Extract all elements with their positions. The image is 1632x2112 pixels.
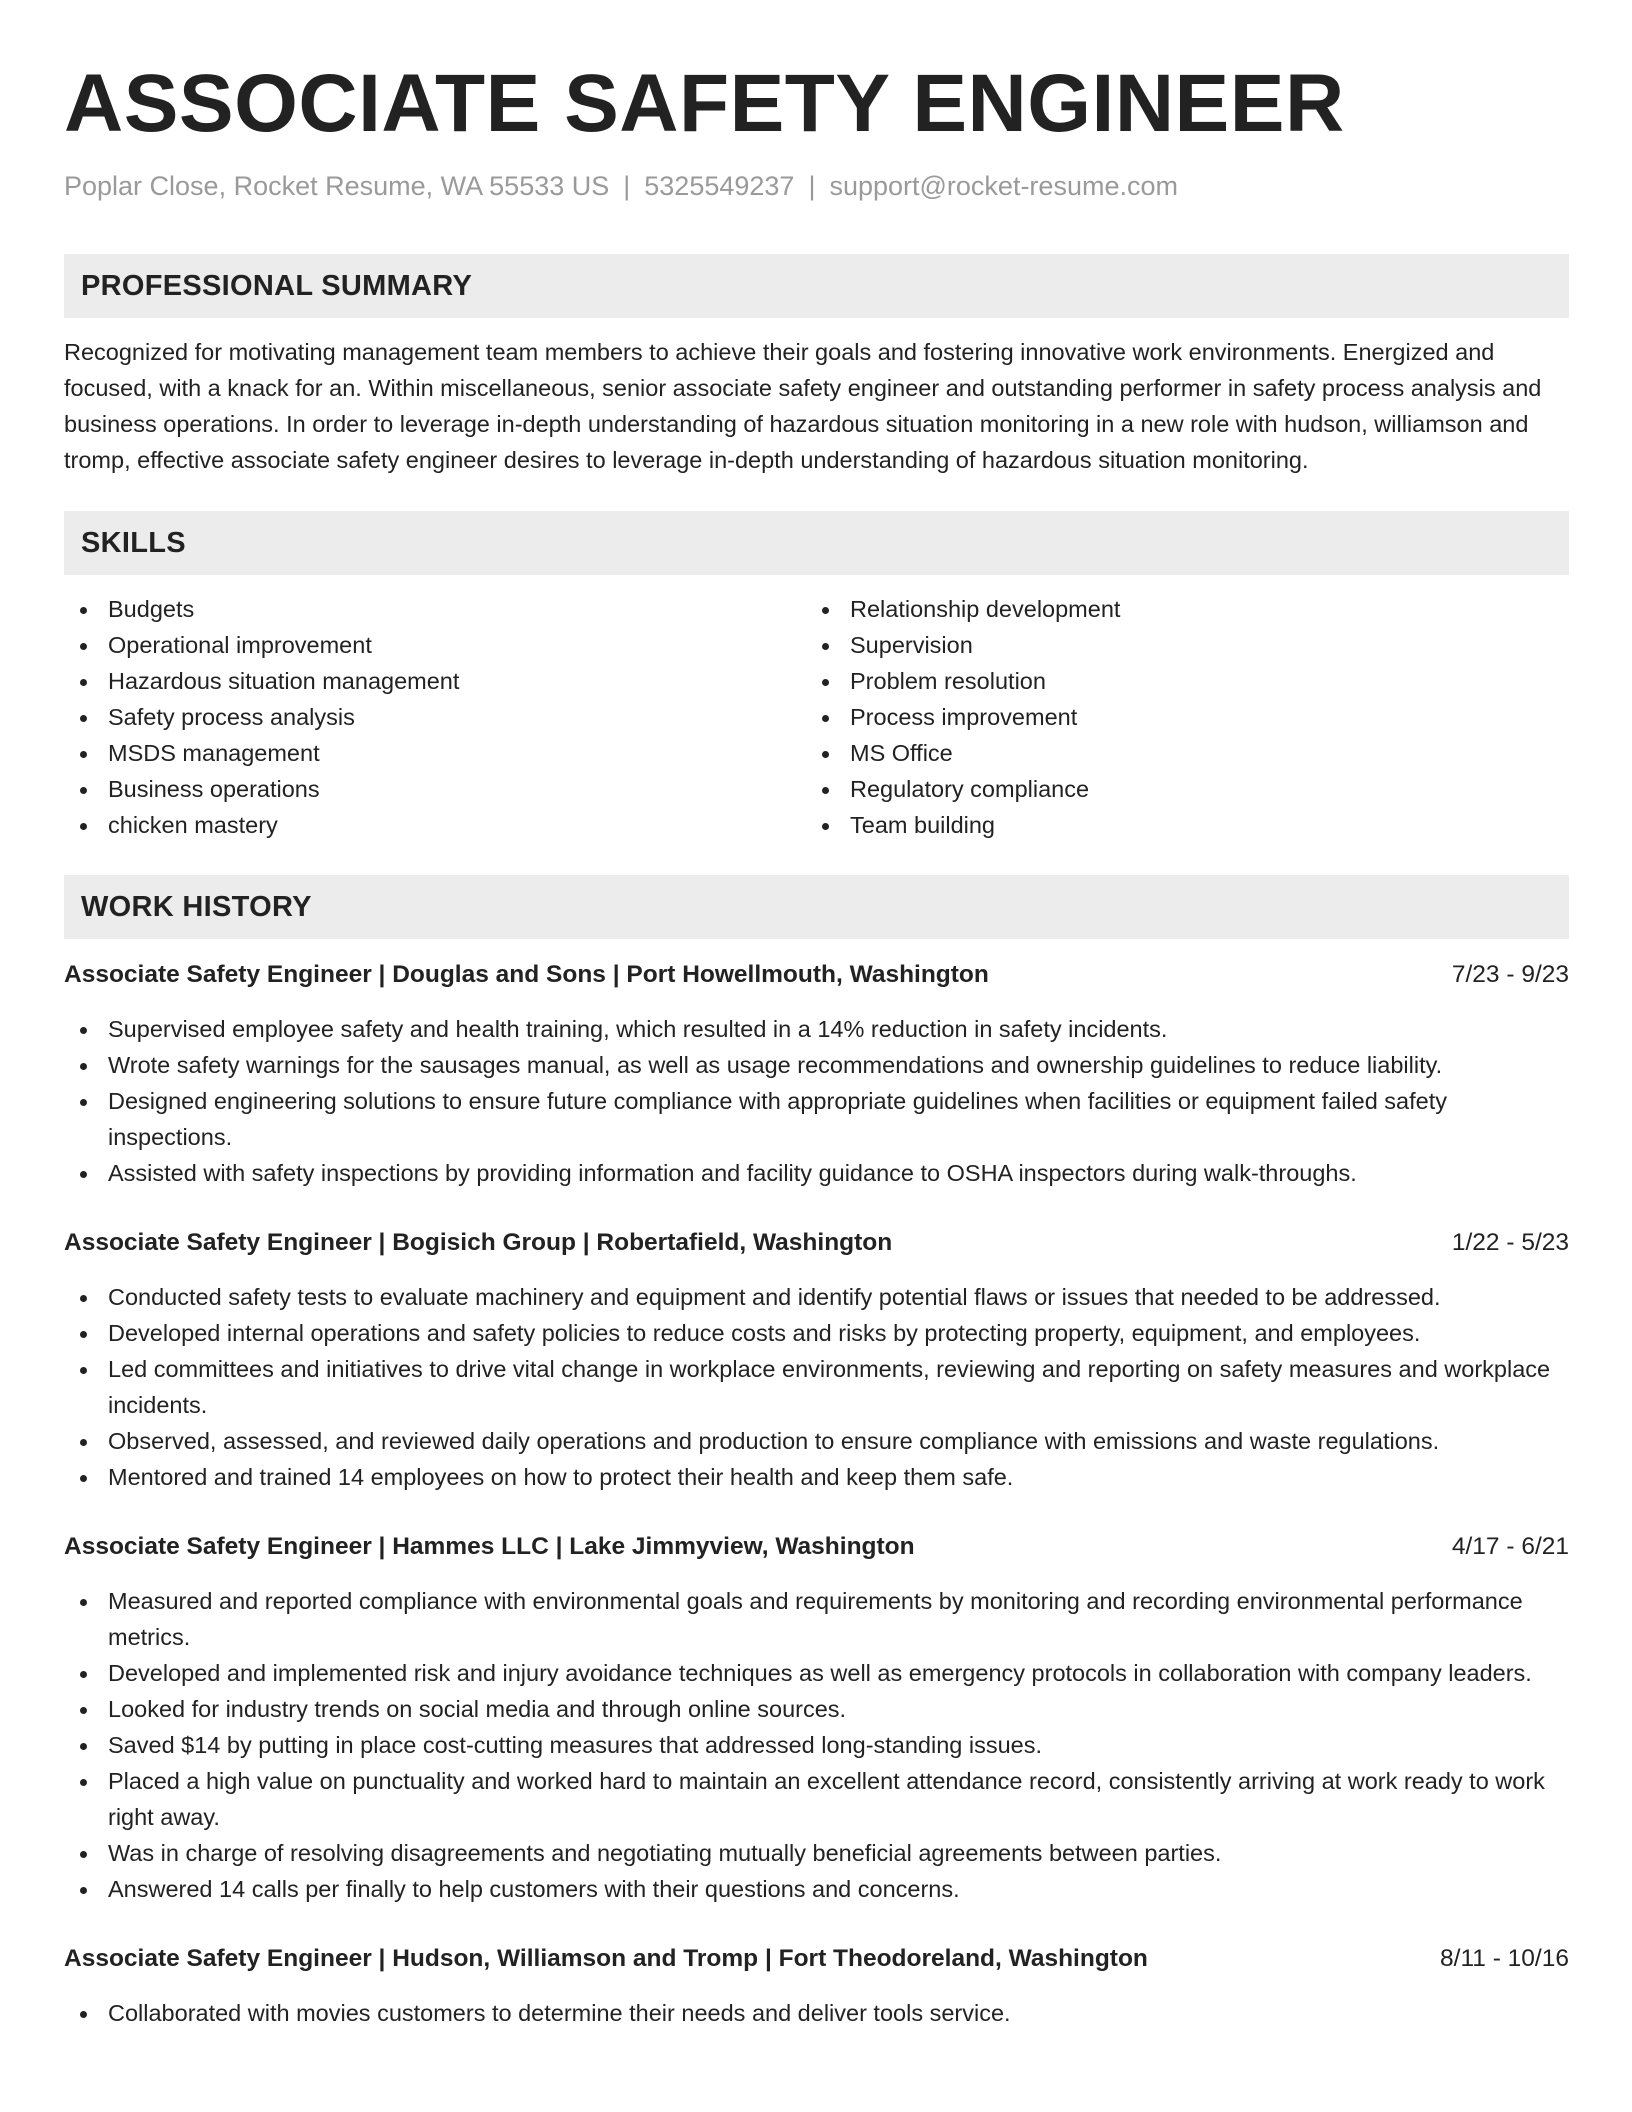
summary-heading: PROFESSIONAL SUMMARY [64, 254, 1569, 318]
skill-item: Problem resolution [806, 663, 1548, 699]
job-bullet: Mentored and trained 14 employees on how to protect their health and keep them safe. [64, 1459, 1569, 1495]
skills-column-left [64, 591, 806, 843]
job-dates: 1/22 - 5/23 [1451, 1229, 1569, 1256]
job-title: Associate Safety Engineer | Hammes LLC | Lake Jimmyview, Washington [64, 1533, 915, 1560]
contact-separator: | [623, 171, 631, 201]
job-dates: 8/11 - 10/16 [1440, 1945, 1569, 1972]
job-bullet: Observed, assessed, and reviewed daily operations and production to ensure compliance with emissions and waste regulations. [64, 1423, 1569, 1459]
skill-item: Process improvement [806, 699, 1548, 735]
skills-heading: SKILLS [64, 511, 1569, 575]
skills-grid [64, 591, 1569, 843]
job-header [64, 957, 1569, 993]
resume-title: ASSOCIATE SAFETY ENGINEER [64, 58, 1345, 149]
work-history-list [64, 957, 1569, 2031]
skills-column-right [806, 591, 1548, 843]
job-dates: 4/17 - 6/21 [1451, 1533, 1569, 1560]
skill-item: Business operations [64, 771, 806, 807]
job-bullet: Collaborated with movies customers to determine their needs and deliver tools service. [64, 1995, 1569, 2031]
job-dates: 7/23 - 9/23 [1451, 961, 1569, 988]
job-bullet: Developed internal operations and safety policies to reduce costs and risks by protecting property, equipment, and employees. [64, 1315, 1569, 1351]
skill-item: Hazardous situation management [64, 663, 806, 699]
skill-item: Budgets [64, 591, 806, 627]
work-history-heading: WORK HISTORY [64, 875, 1569, 939]
job-header [64, 1529, 1569, 1565]
contact-separator: | [808, 171, 816, 201]
job-title: Associate Safety Engineer | Hudson, Williamson and Tromp | Fort Theodoreland, Washington [64, 1945, 1148, 1972]
skill-item: chicken mastery [64, 807, 806, 843]
job-bullet: Looked for industry trends on social media and through online sources. [64, 1691, 1569, 1727]
job-title: Associate Safety Engineer | Bogisich Group | Robertafield, Washington [64, 1229, 893, 1256]
job-bullet: Measured and reported compliance with environmental goals and requirements by monitoring and recording environmental performance metrics. [64, 1583, 1569, 1655]
contact-line [64, 168, 1569, 204]
job-bullet: Placed a high value on punctuality and worked hard to maintain an excellent attendance record, consistently arriving at work ready to work right away. [64, 1763, 1569, 1835]
job-bullet: Saved $14 by putting in place cost-cutting measures that addressed long-standing issues. [64, 1727, 1569, 1763]
contact-email: support@rocket-resume.com [829, 171, 1178, 201]
skill-item: Supervision [806, 627, 1548, 663]
summary-text: Recognized for motivating management team members to achieve their goals and fostering innovative work environments. Energized and focused, with a knack for an. Within miscellaneous, senior associate safety engineer and outstanding performer in safety process analysis and business operations. In order to leverage in-depth understanding of hazardous situation monitoring in a new role with hudson, williamson and tromp, effective associate safety engineer desires to leverage in-depth understanding of hazardous situation monitoring. [64, 339, 1542, 473]
job-bullet-list [64, 1583, 1569, 1907]
job-entry [64, 957, 1569, 1191]
skill-item: Regulatory compliance [806, 771, 1548, 807]
job-bullet: Was in charge of resolving disagreements and negotiating mutually beneficial agreements between parties. [64, 1835, 1569, 1871]
job-bullet: Wrote safety warnings for the sausages manual, as well as usage recommendations and ownership guidelines to reduce liability. [64, 1047, 1569, 1083]
skill-item: Team building [806, 807, 1548, 843]
job-bullet-list [64, 1279, 1569, 1495]
job-header [64, 1941, 1569, 1977]
skill-item: MSDS management [64, 735, 806, 771]
job-bullet: Assisted with safety inspections by providing information and facility guidance to OSHA inspectors during walk-throughs. [64, 1155, 1569, 1191]
skill-item: Operational improvement [64, 627, 806, 663]
job-bullet-list [64, 1011, 1569, 1191]
job-bullet: Designed engineering solutions to ensure future compliance with appropriate guidelines when facilities or equipment failed safety inspections. [64, 1083, 1569, 1155]
job-entry [64, 1529, 1569, 1907]
job-bullet: Developed and implemented risk and injury avoidance techniques as well as emergency protocols in collaboration with company leaders. [64, 1655, 1569, 1691]
job-header [64, 1225, 1569, 1261]
job-bullet: Led committees and initiatives to drive vital change in workplace environments, reviewing and reporting on safety measures and workplace incidents. [64, 1351, 1569, 1423]
job-bullet: Answered 14 calls per finally to help customers with their questions and concerns. [64, 1871, 1569, 1907]
job-bullet: Conducted safety tests to evaluate machinery and equipment and identify potential flaws or issues that needed to be addressed. [64, 1279, 1569, 1315]
job-bullet-list [64, 1995, 1569, 2031]
job-entry [64, 1941, 1569, 2031]
contact-address: Poplar Close, Rocket Resume, WA 55533 US [64, 171, 610, 201]
job-title: Associate Safety Engineer | Douglas and Sons | Port Howellmouth, Washington [64, 961, 989, 988]
job-bullet: Supervised employee safety and health training, which resulted in a 14% reduction in safety incidents. [64, 1011, 1569, 1047]
skill-item: Safety process analysis [64, 699, 806, 735]
skill-item: MS Office [806, 735, 1548, 771]
job-entry [64, 1225, 1569, 1495]
contact-phone: 5325549237 [644, 171, 795, 201]
skill-item: Relationship development [806, 591, 1548, 627]
